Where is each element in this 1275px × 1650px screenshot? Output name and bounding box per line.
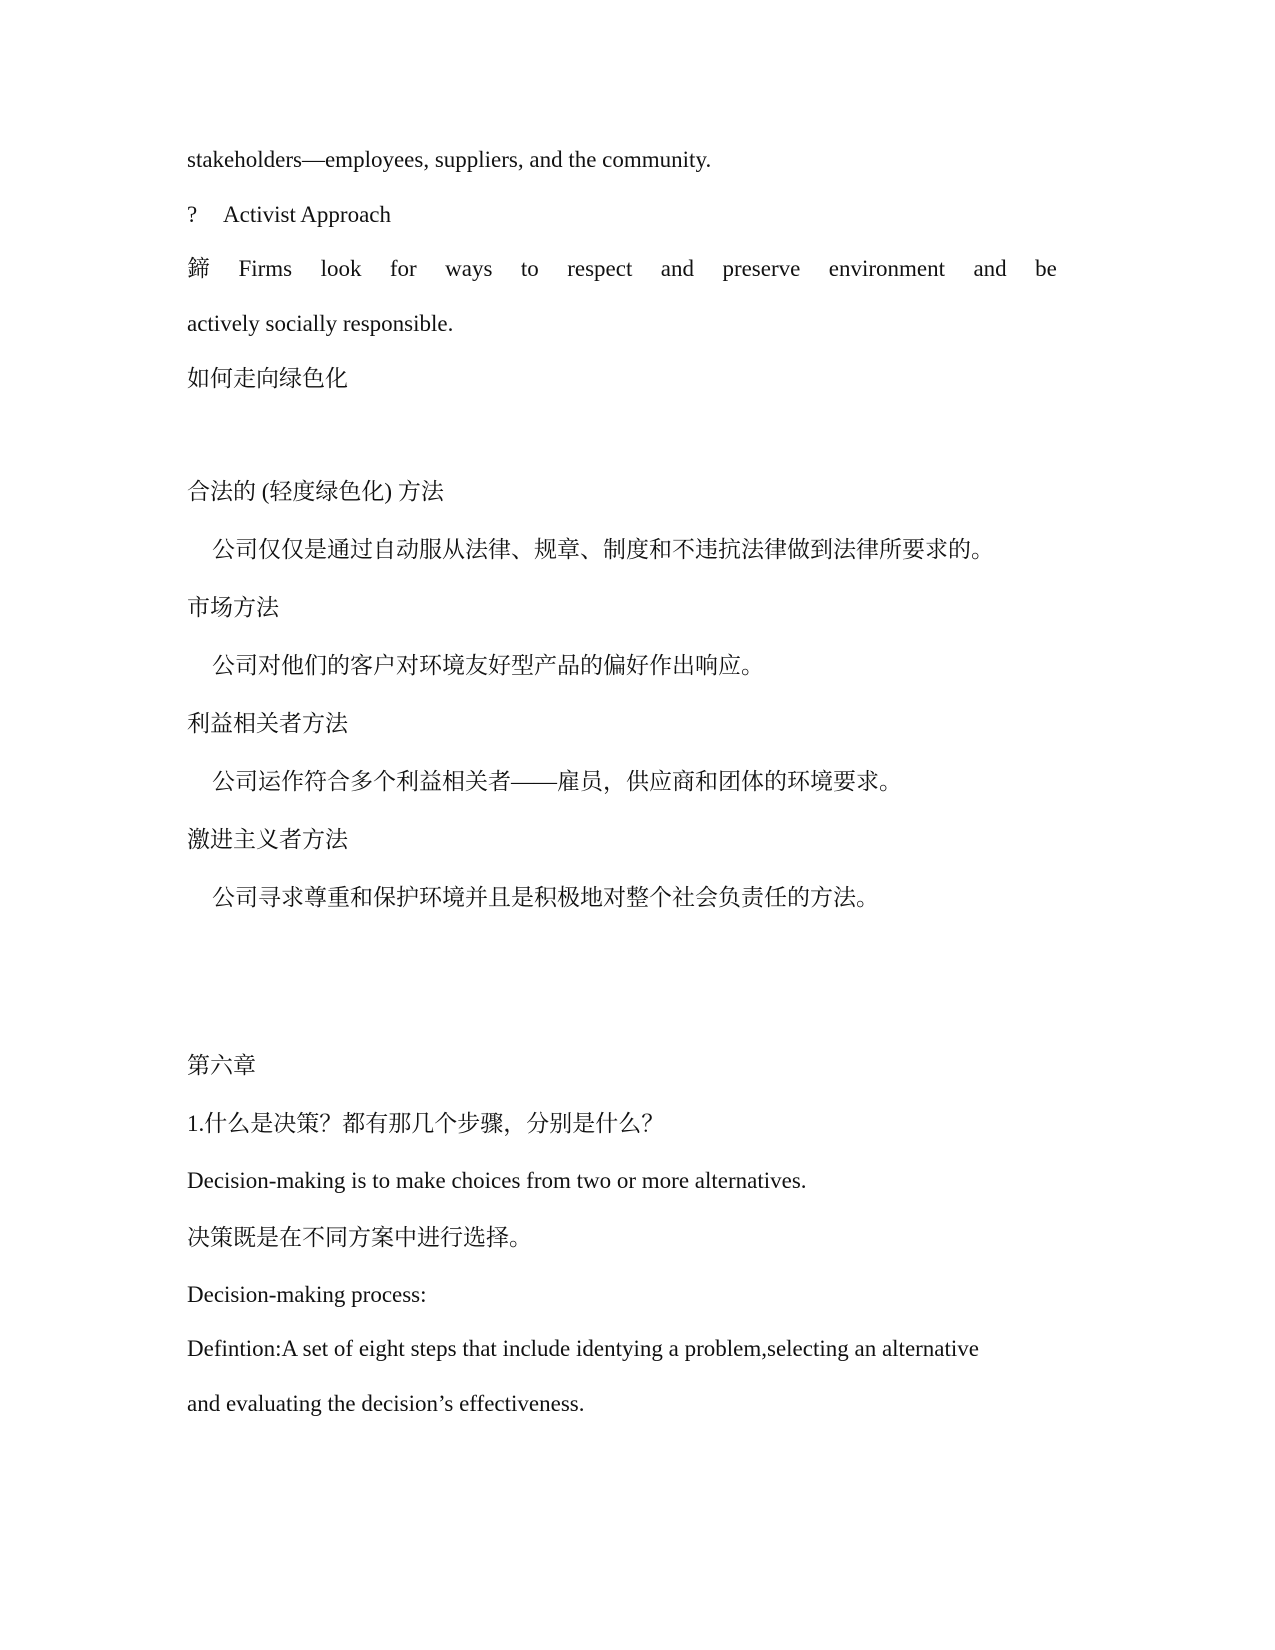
word: Firms — [238, 256, 293, 281]
word: to — [520, 256, 539, 281]
heading-legal-approach: 合法的 (轻度绿色化) 方法 — [187, 479, 444, 504]
bullet-marker: ? — [187, 202, 198, 227]
text-line-actively: actively socially responsible. — [187, 311, 454, 336]
word: and — [660, 256, 694, 281]
word: for — [389, 256, 417, 281]
question-heading: 1.什么是决策？都有那几个步骤，分别是什么？ — [187, 1111, 665, 1136]
word: preserve — [722, 256, 801, 281]
word: environment — [828, 256, 946, 281]
heading-activist-approach: 激进主义者方法 — [187, 827, 348, 852]
text-legal-approach-desc: 公司仅仅是通过自动服从法律、规章、制度和不违抗法律做到法律所要求的。 — [212, 537, 994, 562]
text-definition-line-2: and evaluating the decision’s effectiveness. — [187, 1391, 585, 1416]
word: look — [320, 256, 362, 281]
text-market-approach-desc: 公司对他们的客户对环境友好型产品的偏好作出响应。 — [212, 653, 764, 678]
text-definition-line-1: Defintion:A set of eight steps that include identying a problem,selecting an alternative — [187, 1336, 980, 1361]
bullet-item-text: Activist Approach — [223, 202, 391, 227]
word: and — [973, 256, 1007, 281]
text-line-firms-look — [187, 255, 1057, 283]
word: be — [1035, 256, 1057, 281]
heading-stakeholder-approach: 利益相关者方法 — [187, 711, 348, 736]
chapter-title: 第六章 — [187, 1053, 256, 1078]
text-decision-making-def: Decision-making is to make choices from two or more alternatives. — [187, 1168, 807, 1193]
heading-going-green: 如何走向绿色化 — [187, 366, 348, 391]
word: ways — [445, 256, 493, 281]
text-activist-approach-desc: 公司寻求尊重和保护环境并且是积极地对整个社会负责任的方法。 — [212, 885, 879, 910]
heading-market-approach: 市场方法 — [187, 595, 279, 620]
text-line-stakeholders: stakeholders—employees, suppliers, and the community. — [187, 147, 712, 172]
bullet-item-activist-approach — [187, 201, 391, 229]
word: respect — [567, 256, 633, 281]
text-decision-process-label: Decision-making process: — [187, 1282, 427, 1307]
text-decision-making-def-cn: 决策既是在不同方案中进行选择。 — [187, 1225, 532, 1250]
text-stakeholder-approach-desc: 公司运作符合多个利益相关者——雇员，供应商和团体的环境要求。 — [212, 769, 902, 794]
bullet-marker: 鍗 — [187, 256, 210, 281]
